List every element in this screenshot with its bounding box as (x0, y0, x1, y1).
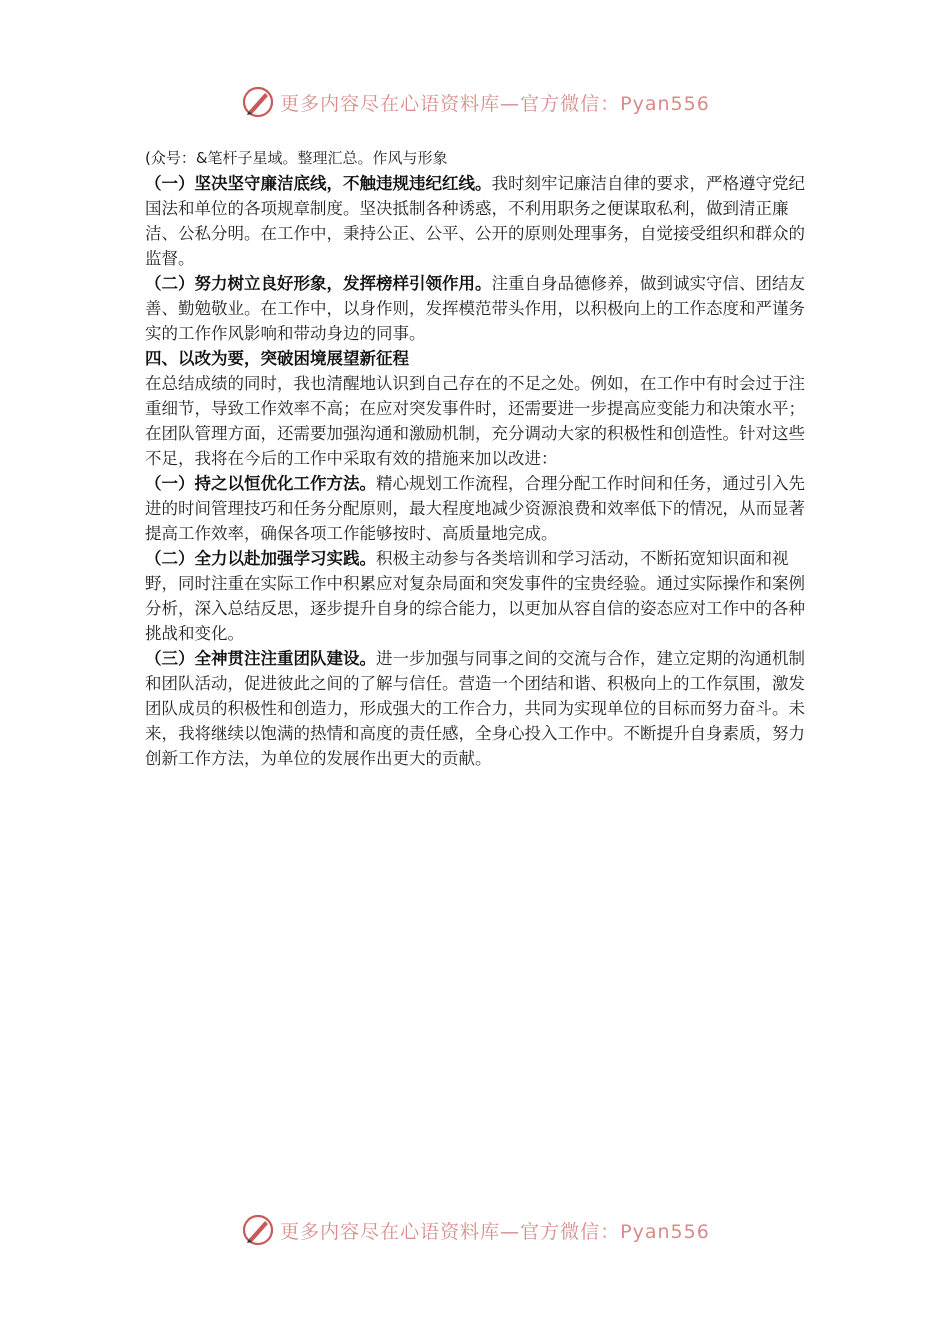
paragraph-1 (145, 171, 813, 271)
paragraph-2-body: 注重自身品德修养，做到诚实守信、团结友善、勤勉敬业。在工作中，以身作则，发挥模范带头作用，以积极向上的工作态度和严谨务实的工作作风影响和带动身边的同事。 (145, 274, 805, 343)
paragraph-4-heading: （一）持之以恒优化工作方法。 (145, 474, 376, 493)
section-4-heading: 四、以改为要，突破困境展望新征程 (145, 349, 409, 368)
paragraph-2 (145, 271, 813, 346)
paragraph-4 (145, 471, 813, 546)
paragraph-3: 在总结成绩的同时，我也清醒地认识到自己存在的不足之处。例如，在工作中有时会过于注重细节，导致工作效率不高；在应对突发事件时，还需要进一步提高应变能力和决策水平；在团队管理方面，还需要加强沟通和激励机制，充分调动大家的积极性和创造性。针对这些不足，我将在今后的工作中采取有效的措施来加以改进： (145, 374, 805, 468)
footer-banner-text: 更多内容尽在心语资料库—官方微信：Pyan556 (280, 1220, 710, 1243)
header-banner (0, 82, 950, 122)
paragraph-4-body: 精心规划工作流程，合理分配工作时间和任务，通过引入先进的时间管理技巧和任务分配原则，最大程度地减少资源浪费和效率低下的情况，从而显著提高工作效率，确保各项工作能够按时、高质量地完成。 (145, 474, 805, 543)
paragraph-1-heading: （一）坚决坚守廉洁底线，不触违规违纪红线。 (145, 174, 492, 193)
footer-banner (0, 1210, 950, 1250)
pen-in-circle-icon (240, 1212, 276, 1248)
paragraph-2-heading: （二）努力树立良好形象，发挥榜样引领作用。 (145, 274, 492, 293)
paragraph-5-heading: （二）全力以赴加强学习实践。 (145, 549, 376, 568)
pen-in-circle-icon (240, 84, 276, 120)
paragraph-6 (145, 646, 813, 771)
paragraph-5 (145, 546, 813, 646)
paragraph-1-body: 我时刻牢记廉洁自律的要求，严格遵守党纪国法和单位的各项规章制度。坚决抵制各种诱惑，不利用职务之便谋取私利，做到清正廉洁、公私分明。在工作中，秉持公正、公平、公开的原则处理事务，自觉接受组织和群众的监督。 (145, 174, 805, 268)
header-banner-text: 更多内容尽在心语资料库—官方微信：Pyan556 (280, 92, 710, 115)
document-body (145, 146, 813, 771)
paragraph-5-body: 积极主动参与各类培训和学习活动，不断拓宽知识面和视野，同时注重在实际工作中积累应对复杂局面和突发事件的宝贵经验。通过实际操作和案例分析，深入总结反思，逐步提升自身的综合能力，以更加从容自信的姿态应对工作中的各种挑战和变化。 (145, 549, 805, 643)
paragraph-6-heading: （三）全神贯注注重团队建设。 (145, 649, 376, 668)
lead-line: (众号：&笔杆子星域。整理汇总。作风与形象 (145, 149, 448, 167)
paragraph-6-body: 进一步加强与同事之间的交流与合作，建立定期的沟通机制和团队活动，促进彼此之间的了解与信任。营造一个团结和谐、积极向上的工作氛围，激发团队成员的积极性和创造力，形成强大的工作合力，共同为实现单位的目标而努力奋斗。未来，我将继续以饱满的热情和高度的责任感，全身心投入工作中。不断提升自身素质，努力创新工作方法，为单位的发展作出更大的贡献。 (145, 649, 805, 768)
